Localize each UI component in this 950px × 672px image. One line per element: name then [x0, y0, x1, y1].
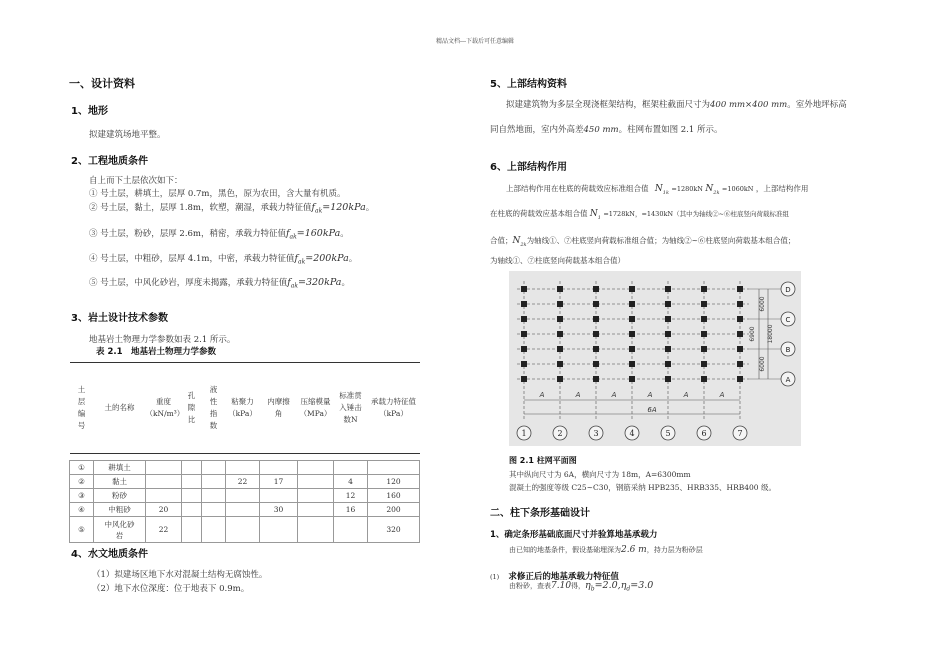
- column-marker: [629, 346, 635, 352]
- fak-unit: kPa: [324, 277, 342, 288]
- table-cell: [334, 461, 368, 475]
- layer-5-text: ⑤ 号土层，中风化砂岩，厚度未揭露，承载力特征值: [89, 278, 288, 288]
- axis-label: C: [785, 316, 791, 324]
- col-header: 承载力特征值（kPa）: [368, 363, 420, 454]
- calc-text: 得，: [571, 582, 586, 590]
- n1-symbol: $N_1$: [589, 209, 601, 221]
- column-marker: [737, 376, 743, 382]
- table-cell: ②: [70, 475, 94, 489]
- fak-unit: kPa: [322, 228, 341, 239]
- hydro-item-2: （2）地下水位深度：位于地表下 0.9m。: [92, 584, 250, 594]
- table-cell: [260, 461, 298, 475]
- s6-text: 在柱底的荷载效应基本组合值: [490, 209, 588, 218]
- column-marker: [593, 331, 599, 337]
- column-marker: [557, 301, 563, 307]
- col-header: 压缩模量（MPa）: [298, 363, 334, 454]
- table-cell: [146, 489, 182, 503]
- table-caption: 表 2.1 地基岩土物理力学参数: [96, 347, 217, 357]
- table-cell: ⑤: [70, 517, 94, 543]
- table-cell: [182, 461, 202, 475]
- n1-value: =1728kN: [603, 210, 635, 218]
- table-cell: 黏土: [94, 475, 146, 489]
- fak-sub: ak: [289, 233, 297, 241]
- column-marker: [593, 316, 599, 322]
- section-1-1-title: 1、地形: [71, 106, 108, 117]
- section-2-title: 二、柱下条形基础设计: [490, 508, 590, 519]
- layer-1-text: ① 号土层，耕填土，层厚 0.7m，黑色，原为农田，含大量有机质。: [89, 189, 346, 199]
- fak-sub: ak: [290, 282, 298, 290]
- table-cell: 中风化砂岩: [94, 517, 146, 543]
- fak-eq: =: [305, 253, 314, 264]
- table-cell: 中粗砂: [94, 503, 146, 517]
- axis-label: 7: [737, 429, 743, 438]
- embed-depth: 2.6 m: [621, 545, 647, 555]
- table-cell: [298, 503, 334, 517]
- s6-line-4: 为轴线①、⑦柱底竖向荷载基本组合值）: [490, 256, 625, 265]
- axis-label: 5: [665, 429, 671, 438]
- section-1-3-title: 3、岩土设计技术参数: [71, 313, 168, 324]
- table-cell: [182, 503, 202, 517]
- table-cell: 17: [260, 475, 298, 489]
- span-label: A: [575, 391, 581, 399]
- axis-label: B: [785, 346, 791, 354]
- params-text: 地基岩土物理力学参数如表 2.1 所示。: [89, 335, 236, 345]
- table-cell: [368, 461, 420, 475]
- s6-text: 合值；: [490, 236, 513, 245]
- table-cell: [298, 517, 334, 543]
- n2k-symbol: $N_{2k}$: [705, 184, 720, 196]
- column-marker: [737, 331, 743, 337]
- fak-eq: =: [297, 277, 306, 288]
- table-cell: 20: [146, 503, 182, 517]
- dimension-label: 6000: [759, 356, 766, 372]
- table-cell: [334, 517, 368, 543]
- column-size: 400 mm×400 mm: [710, 100, 788, 110]
- s6-line-2: 在柱底的荷载效应基本组合值 $N_1 =1728kN$，=1430kN（其中为轴线②~⑥柱底竖向荷载标准组: [490, 209, 790, 221]
- fak-unit: kPa: [331, 253, 349, 264]
- sub-title: 求修正后的地基承载力特征值: [508, 572, 619, 582]
- table-cell: [202, 517, 226, 543]
- hydro-item-1: （1）拟建场区地下水对混凝土结构无腐蚀性。: [92, 570, 268, 580]
- layer-4-text: ④ 号土层，中粗砂，层厚 4.1m，中密，承载力特征值: [89, 254, 295, 264]
- col-header: 重度（kN/m³）: [146, 363, 182, 454]
- column-marker: [701, 301, 707, 307]
- fak-eq: =: [296, 228, 305, 239]
- s6-text: 为轴线①、⑦柱底竖向荷载标准组合值；为轴线②~⑥柱底竖向荷载基本组合值；: [526, 236, 796, 245]
- dimension-label: 6900: [749, 326, 756, 342]
- s5-line-2: [490, 123, 723, 135]
- terrain-text: 拟建建筑场地平整。: [89, 130, 166, 140]
- column-marker: [701, 286, 707, 292]
- eta-d-sub: d: [626, 585, 631, 593]
- layer-3-text: ③ 号土层，粉砂，层厚 2.6m，稍密，承载力特征值: [89, 229, 286, 239]
- column-marker: [737, 361, 743, 367]
- fak-symbol: f: [311, 202, 316, 213]
- column-marker: [737, 286, 743, 292]
- section-2-1-title: 1、确定条形基础底面尺寸并验算地基承载力: [490, 530, 658, 540]
- column-marker: [665, 286, 671, 292]
- calc-text: 由粉砂，查表: [509, 582, 551, 590]
- table-cell: 160: [368, 489, 420, 503]
- column-marker: [629, 361, 635, 367]
- column-marker: [557, 331, 563, 337]
- fak-symbol: f: [285, 228, 290, 239]
- column-marker: [665, 331, 671, 337]
- table-row: [70, 517, 420, 543]
- s2-text: ，持力层为粉砂层: [646, 546, 703, 554]
- table-cell: [226, 461, 260, 475]
- table-cell: 16: [334, 503, 368, 517]
- axis-label: A: [785, 376, 791, 384]
- column-marker: [665, 361, 671, 367]
- total-span-label: 6A: [647, 406, 657, 414]
- column-marker: [665, 301, 671, 307]
- span-label: A: [539, 391, 545, 399]
- table-cell: [202, 489, 226, 503]
- table-cell: 30: [260, 503, 298, 517]
- axis-label: 1: [521, 429, 527, 438]
- table-cell: [226, 517, 260, 543]
- figure-note-2: 混凝土的强度等级 C25~C30，钢筋采纳 HPB235、HRB335、HRB400 级。: [509, 483, 776, 492]
- column-marker: [701, 376, 707, 382]
- span-label: A: [647, 391, 653, 399]
- column-marker: [521, 316, 527, 322]
- table-cell: [260, 489, 298, 503]
- column-marker: [629, 301, 635, 307]
- sub-num: (1): [490, 573, 500, 581]
- column-marker: [557, 361, 563, 367]
- column-marker: [665, 316, 671, 322]
- table-cell: [146, 475, 182, 489]
- column-marker: [521, 376, 527, 382]
- column-marker: [737, 301, 743, 307]
- table-cell: 4: [334, 475, 368, 489]
- column-marker: [521, 301, 527, 307]
- n2k-value: =1060kN: [721, 185, 754, 193]
- table-row: [70, 461, 420, 475]
- column-marker: [557, 346, 563, 352]
- section-6-title: 6、上部结构作用: [490, 162, 567, 173]
- section-1-2-title: 2、工程地质条件: [71, 156, 148, 167]
- soil-params-table: [69, 362, 420, 543]
- table-cell: 粉砂: [94, 489, 146, 503]
- column-marker: [557, 376, 563, 382]
- table-cell: [226, 489, 260, 503]
- column-marker: [665, 376, 671, 382]
- table-cell: 22: [146, 517, 182, 543]
- section-1-4-title: 4、水文地质条件: [71, 549, 148, 560]
- s5-text: 。室外地坪标高: [787, 100, 847, 110]
- layer-2: ② 号土层，黏土，层厚 1.8m，软塑，潮湿，承载力特征值$f_{ak}=120kPa$。: [89, 202, 375, 215]
- table-cell: ①: [70, 461, 94, 475]
- column-marker: [737, 346, 743, 352]
- eta-symbol: η: [620, 580, 627, 591]
- axis-label: D: [785, 286, 791, 294]
- figure-caption: 图 2.1 柱网平面图: [509, 456, 577, 465]
- col-header: 孔隙比: [182, 363, 202, 454]
- s6-line-3: [490, 235, 795, 248]
- axis-label: 4: [629, 429, 635, 438]
- axis-label: 3: [593, 429, 599, 438]
- table-cell: [298, 461, 334, 475]
- column-marker: [629, 331, 635, 337]
- col-header: 土的名称: [94, 363, 146, 454]
- table-row: [70, 503, 420, 517]
- fak-symbol: f: [294, 253, 299, 264]
- col-header: 液性指数: [202, 363, 226, 454]
- col-header: 标准贯入锤击数N: [334, 363, 368, 454]
- column-marker: [593, 301, 599, 307]
- layer-2-text: ② 号土层，黏土，层厚 1.8m，软塑，潮湿，承载力特征值: [89, 203, 312, 213]
- table-ref: 7.10: [551, 581, 572, 591]
- column-marker: [593, 286, 599, 292]
- fak-unit: kPa: [348, 202, 366, 213]
- column-grid-svg: [509, 271, 801, 446]
- layer-4-fak: 200: [313, 253, 332, 264]
- column-marker: [701, 331, 707, 337]
- table-cell: [182, 489, 202, 503]
- s2-1-text: [509, 545, 703, 555]
- figure-note-1: 其中纵向尺寸为 6A，横向尺寸为 18m，A=6300mm: [509, 470, 691, 479]
- table-cell: 320: [368, 517, 420, 543]
- eta-b-sub: b: [590, 585, 595, 593]
- column-marker: [665, 346, 671, 352]
- span-label: A: [719, 391, 725, 399]
- page-header: 精品文档---下载后可任意编辑: [435, 38, 515, 45]
- column-marker: [701, 361, 707, 367]
- dimension-label: 18000: [767, 324, 774, 344]
- column-marker: [593, 376, 599, 382]
- n2-value: =1430kN（其中为轴线②~⑥柱底竖向荷载标准组: [641, 210, 790, 218]
- layer-2-fak: 120: [330, 202, 349, 213]
- table-cell: [182, 517, 202, 543]
- col-header: 土层编号: [70, 363, 94, 454]
- column-marker: [737, 316, 743, 322]
- n2k-symbol: $N_{2k}$: [512, 236, 527, 248]
- column-marker: [521, 346, 527, 352]
- column-marker: [521, 331, 527, 337]
- column-marker: [701, 316, 707, 322]
- table-cell: ③: [70, 489, 94, 503]
- table-cell: [182, 475, 202, 489]
- height-diff: 450 mm: [583, 125, 619, 135]
- fak-eq: =: [322, 202, 331, 213]
- col-header: 粘聚力（kPa）: [226, 363, 260, 454]
- column-marker: [593, 346, 599, 352]
- table-row: [70, 489, 420, 503]
- fak-sub: ak: [298, 258, 306, 266]
- table-cell: [146, 461, 182, 475]
- table-cell: [202, 503, 226, 517]
- calc-line: 由粉砂，查表7.10得，$\eta_b=2.0,\eta_d=3.0$: [509, 580, 654, 593]
- table-cell: [226, 503, 260, 517]
- layer-3: ③ 号土层，粉砂，层厚 2.6m，稍密，承载力特征值$f_{ak}=160kPa$。: [89, 228, 349, 241]
- eta-symbol: η: [585, 580, 591, 591]
- s6-text: ，上部结构作用: [755, 184, 809, 193]
- s2-text: 由已知的地基条件，假设基础埋深为: [509, 546, 621, 554]
- span-label: A: [683, 391, 689, 399]
- table-cell: 120: [368, 475, 420, 489]
- eta-b-value: =2.0: [594, 580, 618, 591]
- column-grid-figure: [509, 271, 801, 446]
- table-cell: 12: [334, 489, 368, 503]
- column-marker: [557, 286, 563, 292]
- s6-line-1: [506, 183, 808, 196]
- span-label: A: [611, 391, 617, 399]
- layer-5-fak: 320: [305, 277, 325, 288]
- table-cell: [260, 517, 298, 543]
- column-marker: [629, 316, 635, 322]
- section-1-title: 一、设计资料: [69, 77, 135, 90]
- column-marker: [701, 346, 707, 352]
- n1k-value: =1280kN: [671, 185, 703, 193]
- s6-text: 上部结构作用在柱底的荷载效应标准组合值: [506, 184, 649, 193]
- column-marker: [521, 286, 527, 292]
- s5-text: 拟建建筑物为多层全现浇框架结构，框架柱截面尺寸为: [506, 100, 711, 110]
- column-marker: [629, 376, 635, 382]
- layer-5: ⑤ 号土层，中风化砂岩，厚度未揭露，承载力特征值$f_{ak}=320kPa$。: [89, 277, 350, 290]
- fak-symbol: f: [287, 277, 291, 288]
- table-cell: [298, 489, 334, 503]
- table-cell: [298, 475, 334, 489]
- table-cell: ④: [70, 503, 94, 517]
- column-marker: [629, 286, 635, 292]
- axis-label: 2: [557, 429, 563, 438]
- column-marker: [521, 361, 527, 367]
- s5-text: 同自然地面，室内外高差: [490, 125, 584, 135]
- eta-d-value: =3.0: [630, 580, 654, 591]
- s5-text: 。柱网布置如图 2.1 所示。: [618, 125, 723, 135]
- fak-sub: ak: [315, 207, 323, 215]
- col-header: 内摩擦角: [260, 363, 298, 454]
- table-row: [70, 475, 420, 489]
- table-cell: 耕填土: [94, 461, 146, 475]
- column-marker: [557, 316, 563, 322]
- table-cell: [202, 475, 226, 489]
- table-cell: 22: [226, 475, 260, 489]
- dimension-label: 6000: [759, 296, 766, 312]
- table-cell: 200: [368, 503, 420, 517]
- table-cell: [202, 461, 226, 475]
- table-header-row: [70, 363, 420, 454]
- n1k-symbol: $N_{1k}$: [654, 184, 669, 196]
- column-marker: [593, 361, 599, 367]
- layers-intro: 自上而下土层依次如下：: [89, 176, 183, 186]
- axis-label: 6: [701, 429, 707, 438]
- layer-3-fak: 160: [304, 228, 323, 239]
- s5-line-1: [506, 98, 847, 110]
- section-5-title: 5、上部结构资料: [490, 79, 567, 90]
- layer-4: ④ 号土层，中粗砂，层厚 4.1m，中密，承载力特征值$f_{ak}=200kPa$。: [89, 253, 358, 266]
